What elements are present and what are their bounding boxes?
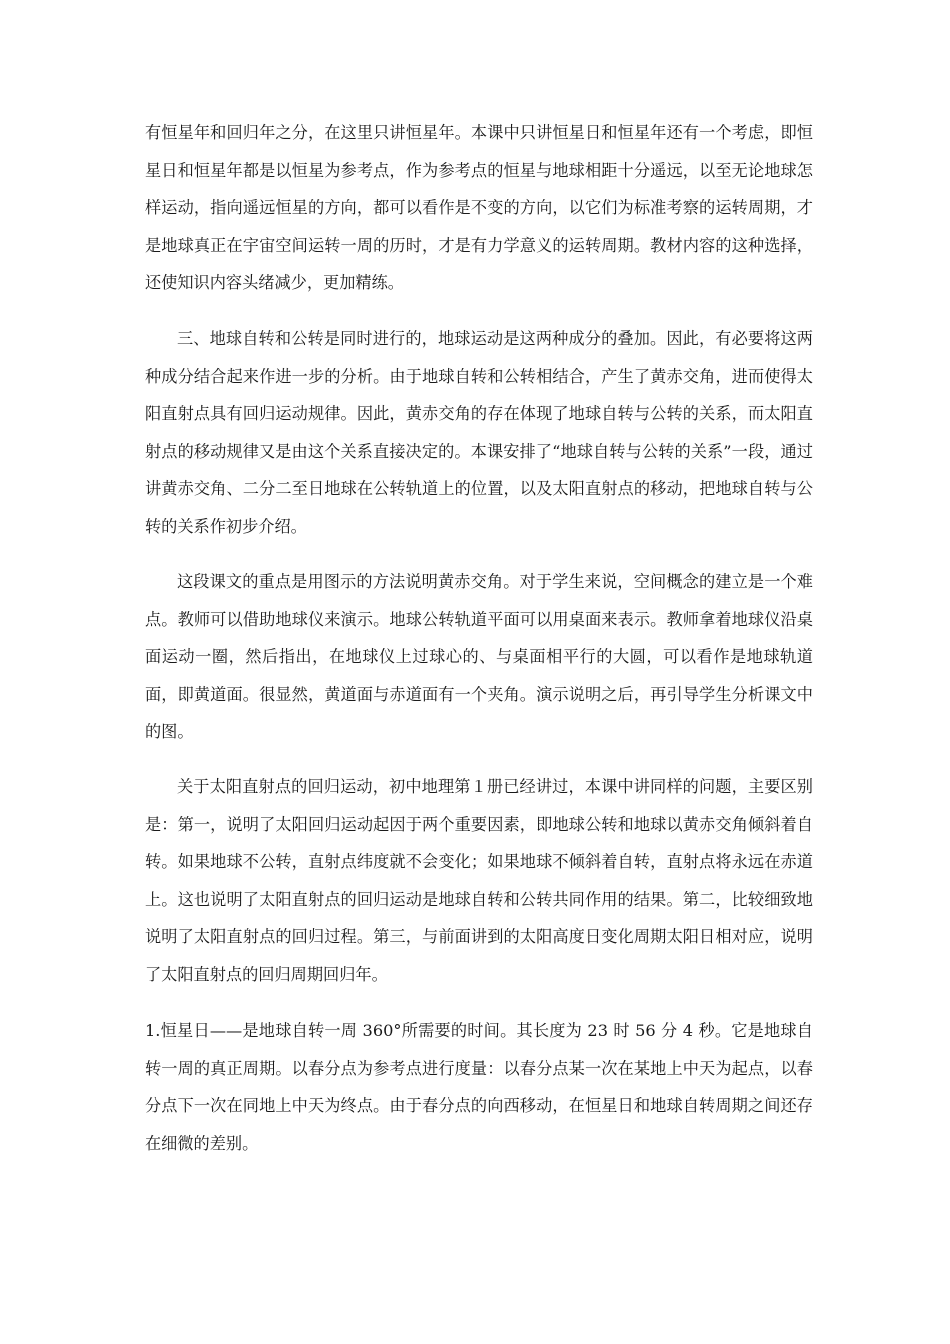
paragraph-sidereal-year: 有恒星年和回归年之分，在这里只讲恒星年。本课中只讲恒星日和恒星年还有一个考虑，即恒星日和恒星年都是以恒星为参考点，作为参考点的恒星与地球相距十分遥远，以至无论地球怎样运动，指向遥远恒星的方向，都可以看作是不变的方向，以它们为标准考察的运转周期，才是地球真正在宇宙空间运转一周的历时，才是有力学意义的运转周期。教材内容的这种选择，还使知识内容头绪减少，更加精练。 bbox=[145, 123, 813, 292]
paragraph-sidereal-day: 1.恒星日——是地球自转一周 360°所需要的时间。其长度为 23 时 56 分 4 秒。它是地球自转一周的真正周期。以春分点为参考点进行度量：以春分点某一次在某地上中天为起点，以春分点下一次在同地上中天为终点。由于春分点的向西移动，在恒星日和地球自转周期之间还存在细微的差别。 bbox=[145, 1021, 813, 1153]
paragraph-direct-point-motion: 关于太阳直射点的回归运动，初中地理第１册已经讲过，本课中讲同样的问题，主要区别是：第一，说明了太阳回归运动起因于两个重要因素，即地球公转和地球以黄赤交角倾斜着自转。如果地球不公转，直射点纬度就不会变化；如果地球不倾斜着自转，直射点将永远在赤道上。这也说明了太阳直射点的回归运动是地球自转和公转共同作用的结果。第二，比较细致地说明了太阳直射点的回归过程。第三，与前面讲到的太阳高度日变化周期太阳日相对应，说明了太阳直射点的回归周期回归年。 bbox=[145, 777, 813, 984]
paragraph-ecliptic-angle: 这段课文的重点是用图示的方法说明黄赤交角。对于学生来说，空间概念的建立是一个难点。教师可以借助地球仪来演示。地球公转轨道平面可以用桌面来表示。教师拿着地球仪沿桌面运动一圈，然后指出，在地球仪上过球心的、与桌面相平行的大圆，可以看作是地球轨道面，即黄道面。很显然，黄道面与赤道面有一个夹角。演示说明之后，再引导学生分析课文中的图。 bbox=[145, 572, 813, 741]
paragraph-rotation-revolution: 三、地球自转和公转是同时进行的，地球运动是这两种成分的叠加。因此，有必要将这两种成分结合起来作进一步的分析。由于地球自转和公转相结合，产生了黄赤交角，进而使得太阳直射点具有回归运动规律。因此，黄赤交角的存在体现了地球自转与公转的关系，而太阳直射点的移动规律又是由这个关系直接决定的。本课安排了“地球自转与公转的关系”一段，通过讲黄赤交角、二分二至日地球在公转轨道上的位置，以及太阳直射点的移动，把地球自转与公转的关系作初步介绍。 bbox=[145, 329, 813, 536]
